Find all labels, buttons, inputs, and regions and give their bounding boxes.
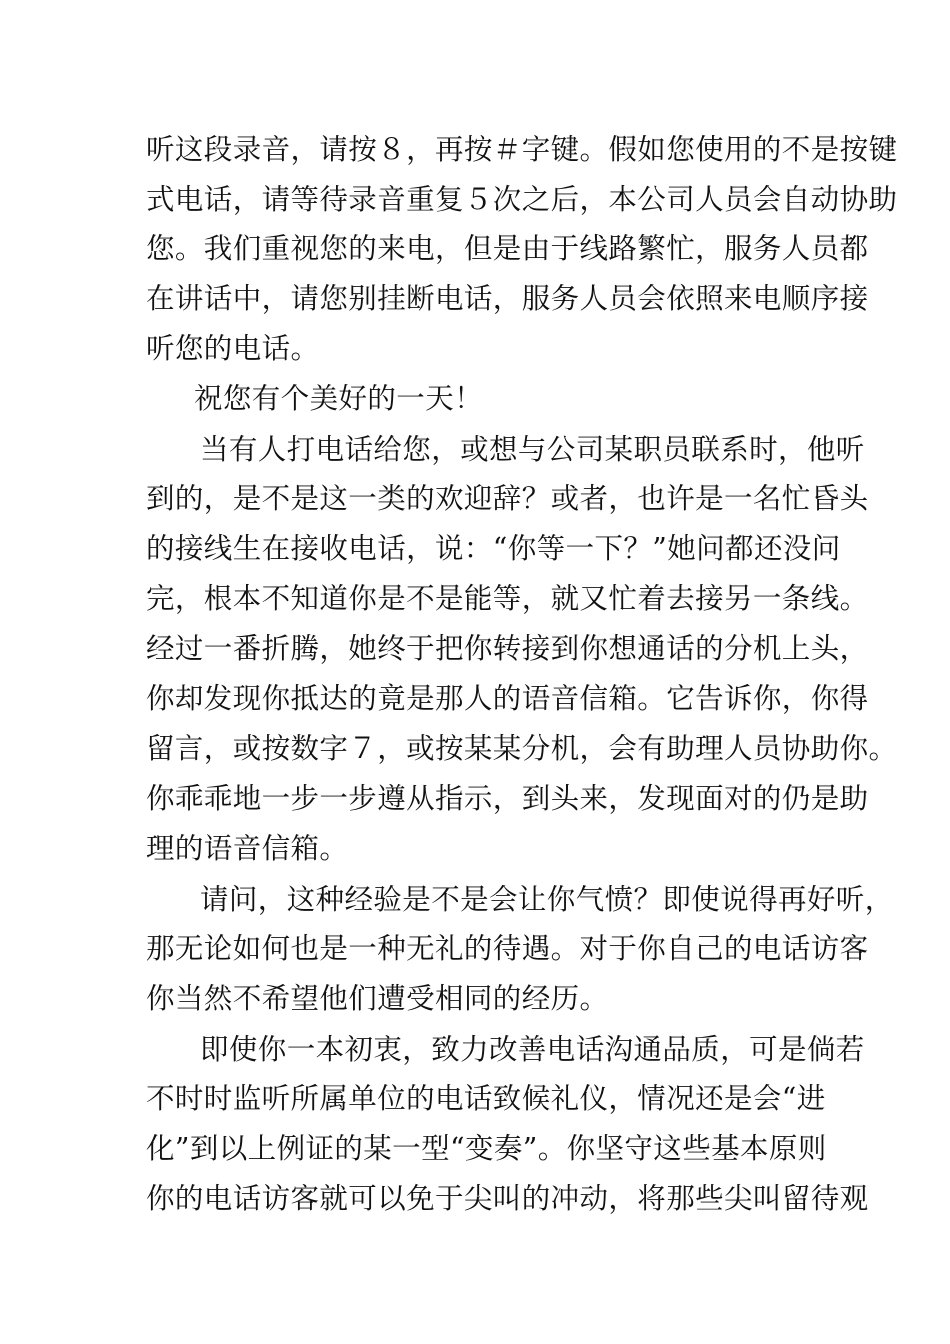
text-line: 留言，或按数字７，或按某某分机，会有助理人员协助你。 xyxy=(146,732,898,765)
text-line: 您。我们重视您的来电，但是由于线路繁忙，服务人员都 xyxy=(146,232,869,265)
text-line: 化”到以上例证的某一型“变奏”。你坚守这些基本原则 xyxy=(146,1132,827,1165)
text-line: 你乖乖地一步一步遵从指示，到头来，发现面对的仍是助 xyxy=(146,782,869,815)
text-line: 理的语音信箱。 xyxy=(146,832,349,865)
text-line: 那无论如何也是一种无礼的待遇。对于你自己的电话访客 xyxy=(146,932,869,965)
paragraph-start-line: 当有人打电话给您，或想与公司某职员联系时，他听 xyxy=(200,433,865,466)
text-line: 在讲话中，请您别挂断电话，服务人员会依照来电顺序接 xyxy=(146,282,869,315)
text-line: 听您的电话。 xyxy=(146,332,320,365)
text-line: 你的电话访客就可以免于尖叫的冲动，将那些尖叫留待观 xyxy=(146,1182,869,1215)
text-line: 你当然不希望他们遭受相同的经历。 xyxy=(146,982,609,1015)
text-line: 经过一番折腾，她终于把你转接到你想通话的分机上头， xyxy=(146,632,869,665)
text-line: 完，根本不知道你是不是能等，就又忙着去接另一条线。 xyxy=(146,582,869,615)
text-line: 你却发现你抵达的竟是那人的语音信箱。它告诉你，你得 xyxy=(146,682,869,715)
paragraph-start-line: 即使你一本初衷，致力改善电话沟通品质，可是倘若 xyxy=(200,1033,865,1066)
text-line: 式电话，请等待录音重复５次之后，本公司人员会自动协助 xyxy=(146,183,898,216)
paragraph-start-line: 请问，这种经验是不是会让你气愤？即使说得再好听， xyxy=(200,883,894,916)
text-line: 的接线生在接收电话，说：“你等一下？”她问都还没问 xyxy=(146,532,841,565)
text-line: 到的，是不是这一类的欢迎辞？或者，也许是一名忙昏头 xyxy=(146,482,869,515)
text-line: 听这段录音，请按８，再按＃字键。假如您使用的不是按键 xyxy=(146,133,898,166)
closing-line: 祝您有个美好的一天！ xyxy=(194,382,484,415)
text-line: 不时时监听所属单位的电话致候礼仪，情况还是会“进 xyxy=(146,1082,826,1115)
